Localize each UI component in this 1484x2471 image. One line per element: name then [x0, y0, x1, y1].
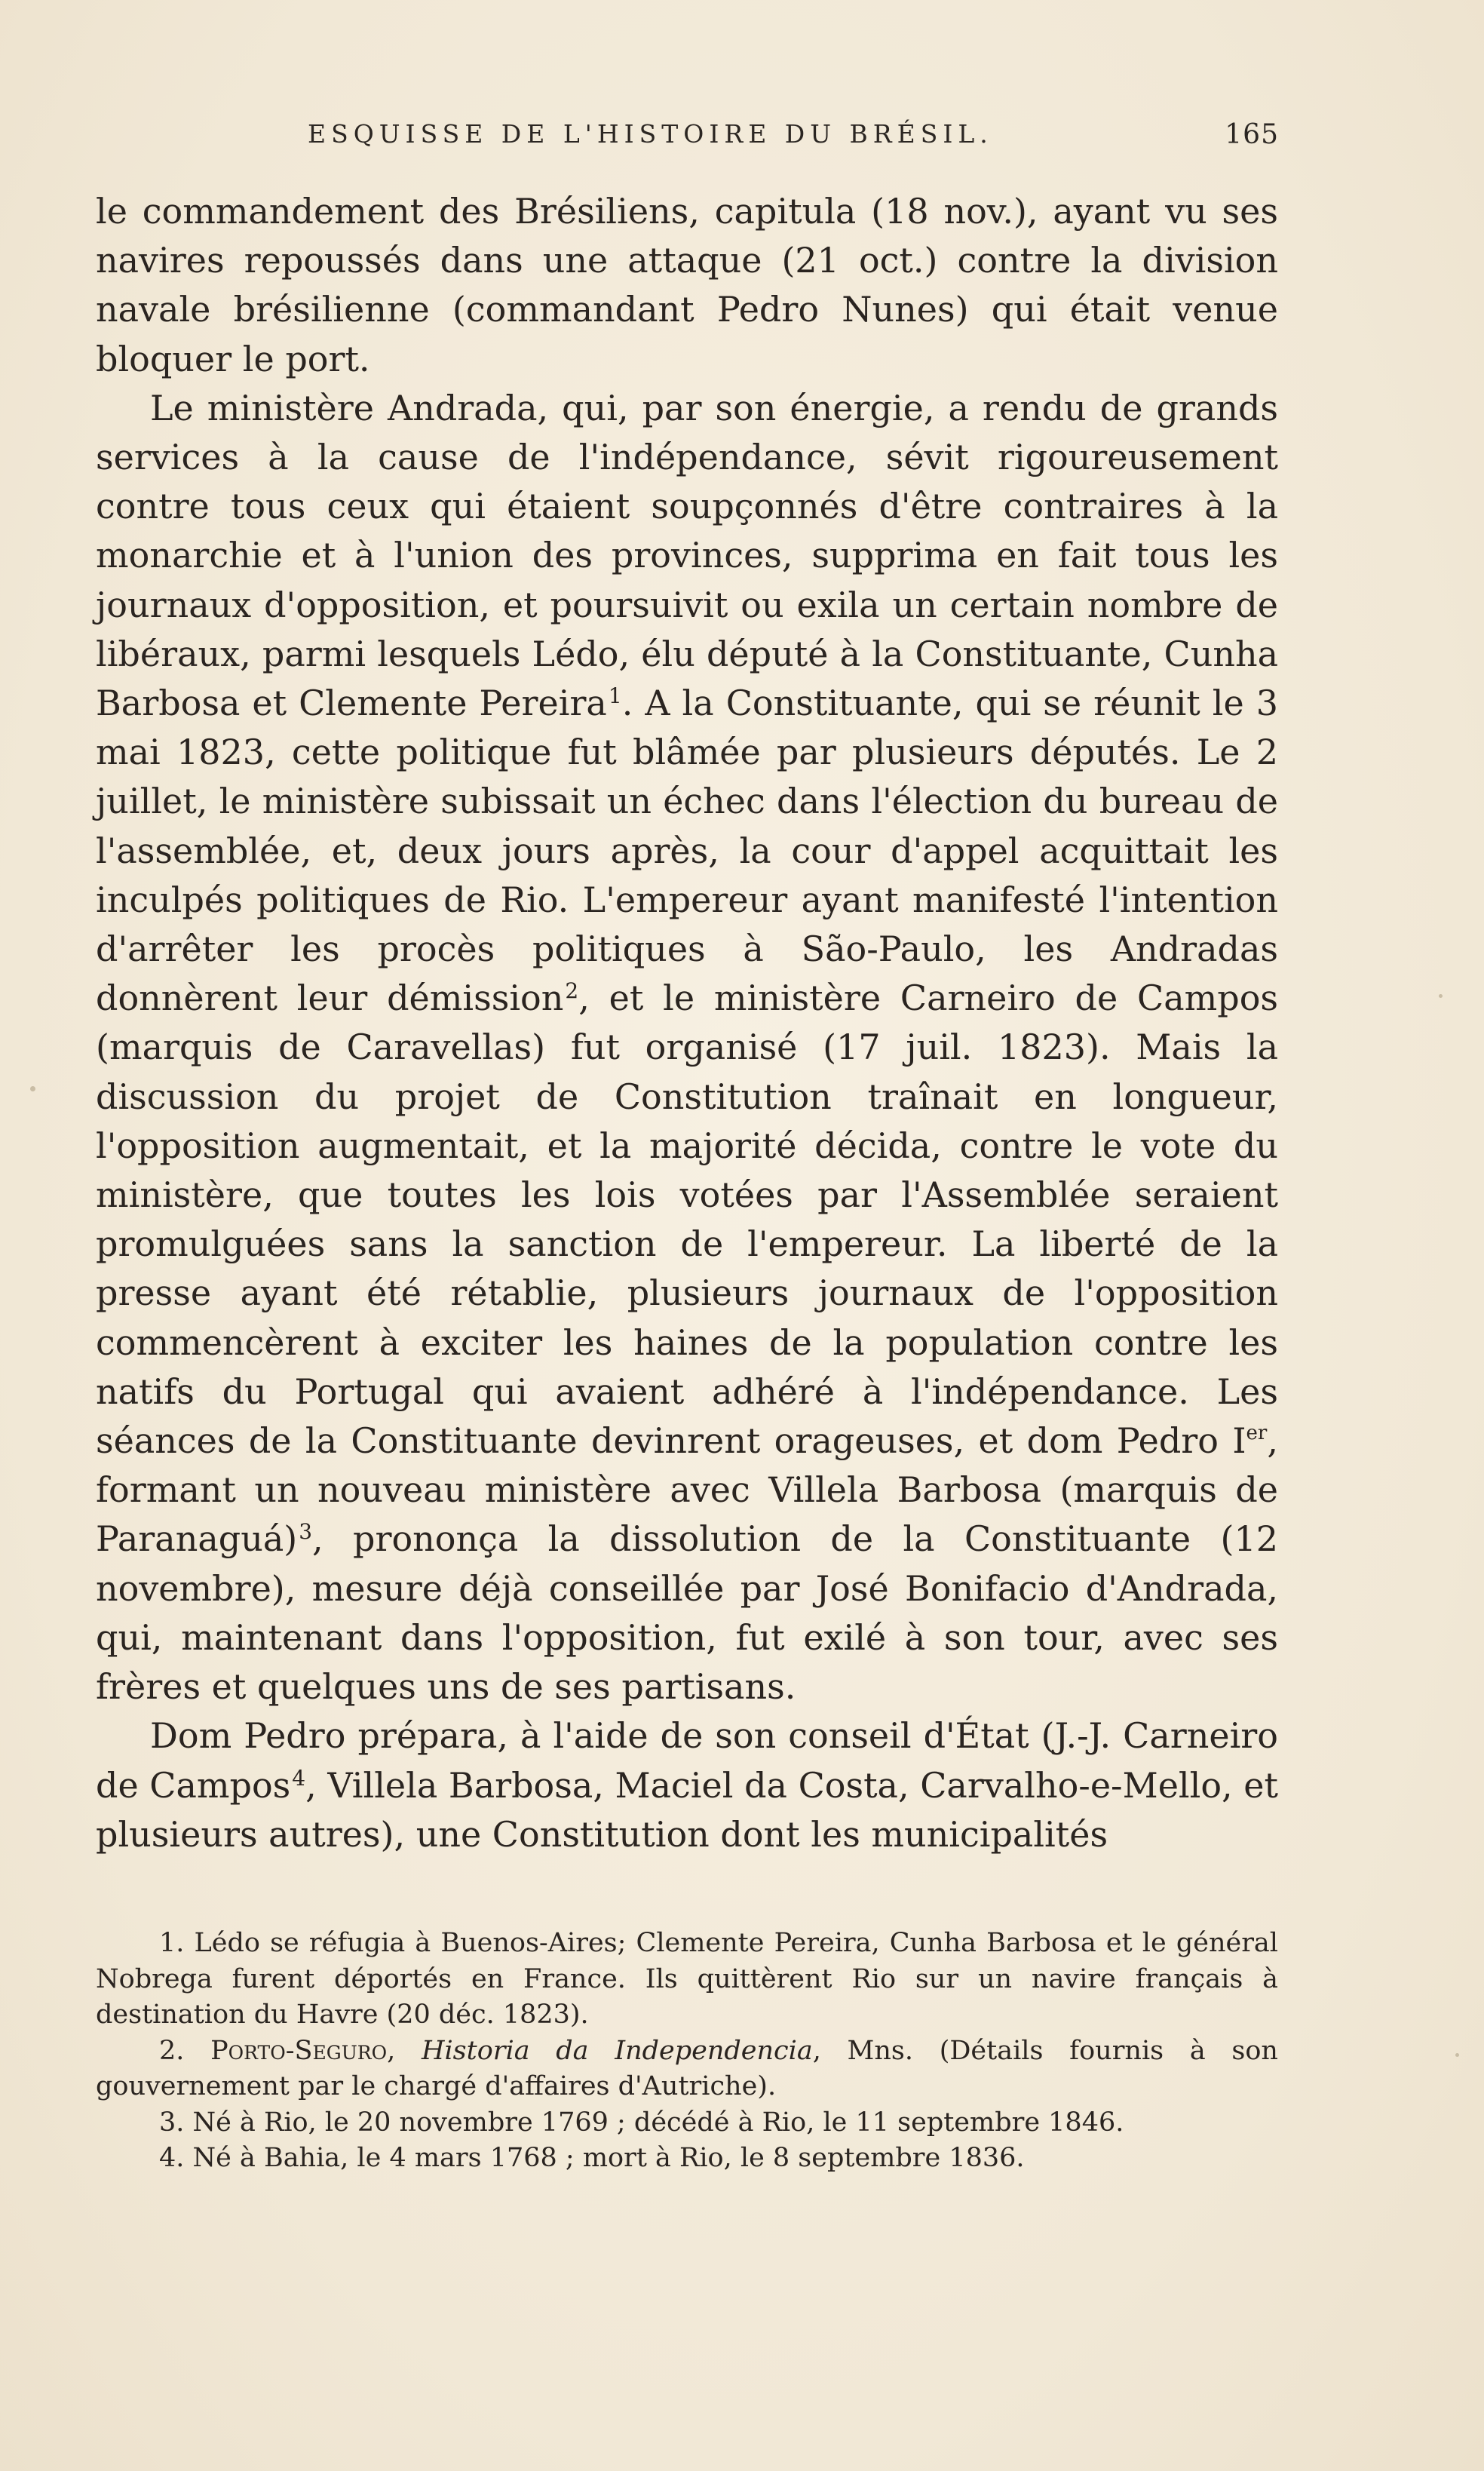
footnote-2-author: Porto-Seguro [210, 2035, 388, 2066]
paragraph-2-text-c: , et le ministère Carneiro de Campos (marquis de Caravellas) fut organisé (17 juil. 1823). Mais la discussion du projet de Constitution traînait en longueur, l'opposition augmentait, et la majorité décida, contre le vote du ministère, que toutes les lois votées par l'Assemblée seraient promulguées sans la sanction de l'empereur. La liberté de la presse ayant été rétablie, plusieurs journaux de l'opposition commencèrent à exciter les haines de la population contre les natifs du Portugal qui avaient adhéré à l'indépendance. Les séances de la Constituante devinrent orageuses, et dom Pedro I [96, 978, 1279, 1462]
paragraph-2-text-b: . A la Constituante, qui se réunit le 3 mai 1823, cette politique fut blâmée par plusieurs députés. Le 2 juillet, le ministère subissait un échec dans l'élection du bureau de l'assemblée, et, deux jours après, la cour d'appel acquittait les inculpés politiques de Rio. L'empereur ayant manifesté l'intention d'arrêter les procès politiques à São-Paulo, les Andradas donnèrent leur démission [96, 683, 1279, 1019]
paper-speck [1439, 994, 1443, 998]
paper-speck [30, 1086, 35, 1091]
paragraph-1-text: le commandement des Brésiliens, capitula (18 nov.), ayant vu ses navires repoussés dans une attaque (21 oct.) contre la division navale brésilienne (commandant Pedro Nunes) qui était venue bloquer le port. [96, 191, 1278, 379]
footnote-3: 3. Né à Rio, le 20 novembre 1769 ; décédé à Rio, le 11 septembre 1846. [159, 2107, 1124, 2138]
ordinal-superscript: er [1246, 1422, 1268, 1445]
page-header [97, 119, 1279, 157]
running-title: ESQUISSE DE L'HISTOIRE DU BRÉSIL. [308, 119, 993, 149]
footnotes [96, 1926, 1278, 2177]
paragraph-2-text-a: Le ministère Andrada, qui, par son énergie, a rendu de grands services à la cause de l'indépendance, sévit rigoureusement contre tous ceux qui étaient soupçonnés d'être contraires à la monarchie et à l'union des provinces, supprima en fait tous les journaux d'opposition, et poursuivit ou exila un certain nombre de libéraux, parmi lesquels Lédo, élu député à la Constituante, Cunha Barbosa et Clemente Pereira [96, 387, 1278, 724]
paragraph-3-text-b: , Villela Barbosa, Maciel da Costa, Carvalho-e-Mello, et plusieurs autres), une Constitution dont les municipalités [96, 1764, 1278, 1855]
paragraph-2-text-e: , prononça la dissolution de la Constituante (12 novembre), mesure déjà conseillée par José Bonifacio d'Andrada, qui, maintenant dans l'opposition, fut exilé à son tour, avec ses frères et quelques uns de ses partisans. [96, 1518, 1278, 1708]
footnote-2-rest: , Mns. (Détails fournis à son gouvernement par le chargé d'affaires d'Autriche). [96, 2035, 1278, 2101]
paragraph-3 [96, 1711, 1278, 1859]
footnote-ref-2[interactable]: 2 [565, 978, 579, 1004]
footnote-ref-1[interactable]: 1 [608, 683, 622, 709]
footnote-ref-3[interactable]: 3 [299, 1519, 313, 1545]
main-text [96, 187, 1278, 1859]
paragraph-2-text-d: , formant un nouveau ministère avec Villela Barbosa (marquis de Paranaguá) [96, 1420, 1278, 1560]
footnote-2-title: Historia da Independencia [421, 2035, 813, 2066]
page-number: 165 [1225, 119, 1279, 150]
footnote-1: 1. Lédo se réfugia à Buenos-Aires; Clemente Pereira, Cunha Barbosa et le général Nobrega furent déportés en France. Ils quittèrent Rio sur un navire français à destination du Havre (20 déc. 1823). [96, 1928, 1278, 2030]
footnote-2 [96, 2034, 1278, 2105]
footnote-ref-4[interactable]: 4 [292, 1765, 306, 1791]
footnote-2-number: 2. [159, 2035, 185, 2066]
paragraph-3-text-a: Dom Pedro prépara, à l'aide de son conseil d'État (J.-J. Carneiro de Campos [96, 1715, 1278, 1806]
paragraph-2 [96, 384, 1278, 1711]
paper-speck [1455, 2053, 1459, 2057]
footnote-2-separator: , [387, 2035, 396, 2066]
paragraph-1 [96, 187, 1278, 384]
footnote-4: 4. Né à Bahia, le 4 mars 1768 ; mort à Rio, le 8 septembre 1836. [159, 2143, 1025, 2173]
